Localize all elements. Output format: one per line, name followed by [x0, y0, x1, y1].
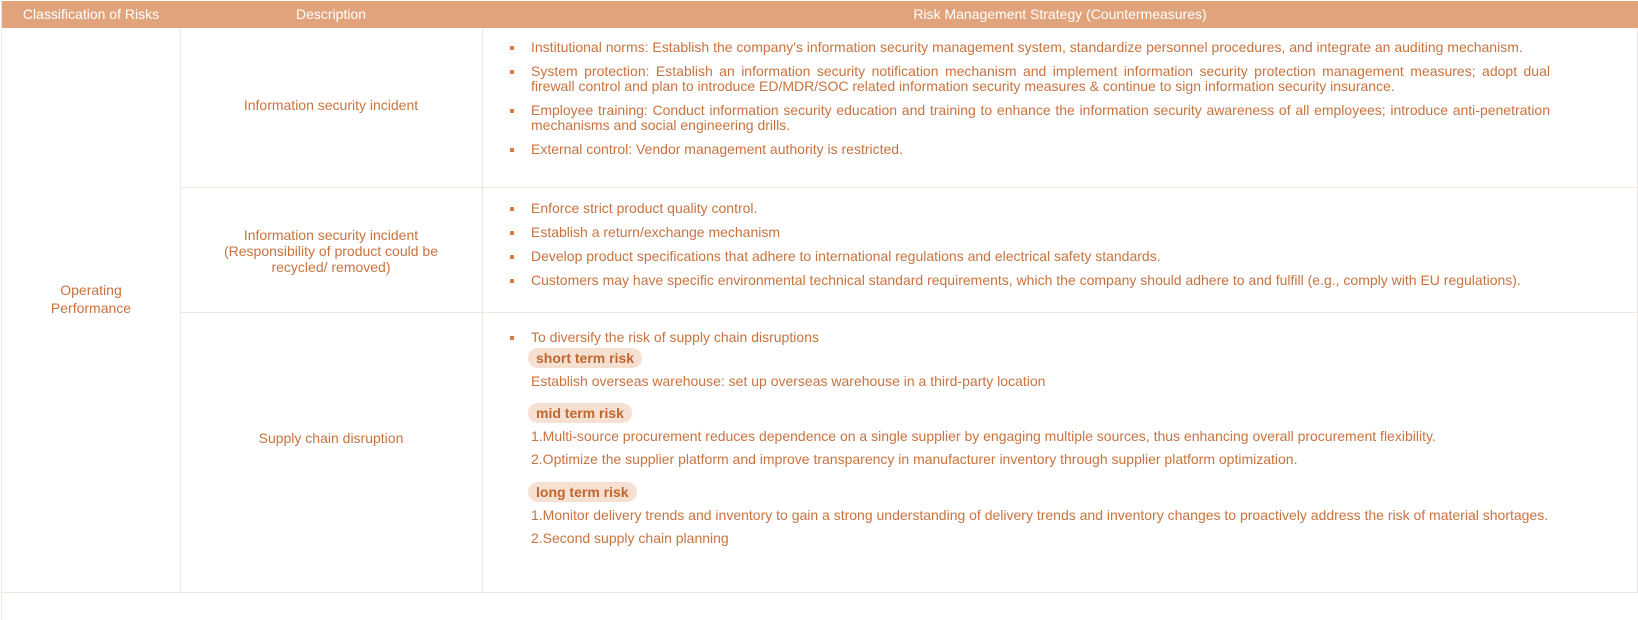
list-item: Employee training: Conduct information security education and training to enhance the information security awareness of all employees; introduce anti-penetration mechanisms and social engineering drills. — [510, 103, 1550, 133]
row2-description-line1: Information security incident — [243, 227, 419, 243]
header-description: Description — [295, 6, 367, 22]
divider-row2 — [180, 312, 1638, 313]
row3-description: Supply chain disruption — [258, 430, 404, 446]
row3-strategy — [510, 330, 1550, 546]
row2-description-line2: (Responsibility of product could be recycled/ removed) — [223, 243, 438, 275]
row2-description — [180, 227, 482, 275]
divider-bottom — [2, 592, 1638, 593]
short-term-badge: short term risk — [528, 348, 642, 368]
row1-description: Information security incident — [243, 97, 419, 113]
long-term-item: 2.Second supply chain planning — [531, 530, 729, 546]
mid-term-item: 2.Optimize the supplier platform and improve transparency in manufacturer inventory through supplier platform optimization. — [531, 451, 1298, 467]
list-item: System protection: Establish an information security notification mechanism and implement information security protection management measures; adopt dual firewall control and plan to introduce ED/MDR/SOC related information security measures & continue to sign information security insurance. — [510, 64, 1550, 94]
list-item: Develop product specifications that adhere to international regulations and electrical safety standards. — [510, 249, 1550, 264]
long-term-item: 1.Monitor delivery trends and inventory to gain a strong understanding of delivery trends and inventory changes to proactively address the risk of material shortages. — [531, 507, 1549, 523]
mid-term-badge: mid term risk — [528, 403, 632, 423]
short-term-item: Establish overseas warehouse: set up overseas warehouse in a third-party location — [531, 373, 1046, 389]
mid-term-item: 1.Multi-source procurement reduces dependence on a single supplier by engaging multiple sources, thus enhancing overall procurement flexibility. — [531, 428, 1436, 444]
list-item: External control: Vendor management authority is restricted. — [510, 142, 1550, 157]
long-term-badge: long term risk — [528, 482, 637, 502]
header-strategy: Risk Management Strategy (Countermeasures) — [913, 6, 1207, 22]
row1-strategy — [510, 40, 1550, 166]
list-item: Enforce strict product quality control. — [510, 201, 1550, 216]
category-label — [2, 281, 180, 317]
list-item: Customers may have specific environmental technical standard requirements, which the company should adhere to and fulfill (e.g., comply with EU regulations). — [510, 273, 1550, 288]
header-classification: Classification of Risks — [22, 6, 160, 22]
divider-row1 — [180, 187, 1638, 188]
category-text: Operating Performance — [50, 282, 132, 316]
list-item: Establish a return/exchange mechanism — [510, 225, 1550, 240]
list-item: Institutional norms: Establish the company's information security management system, standardize personnel procedures, and integrate an auditing mechanism. — [510, 40, 1550, 55]
row2-strategy — [510, 201, 1550, 297]
risk-table — [1, 1, 1638, 620]
divider-col2 — [482, 28, 483, 593]
table-header — [2, 1, 1638, 28]
list-item: To diversify the risk of supply chain disruptions — [510, 330, 1550, 345]
